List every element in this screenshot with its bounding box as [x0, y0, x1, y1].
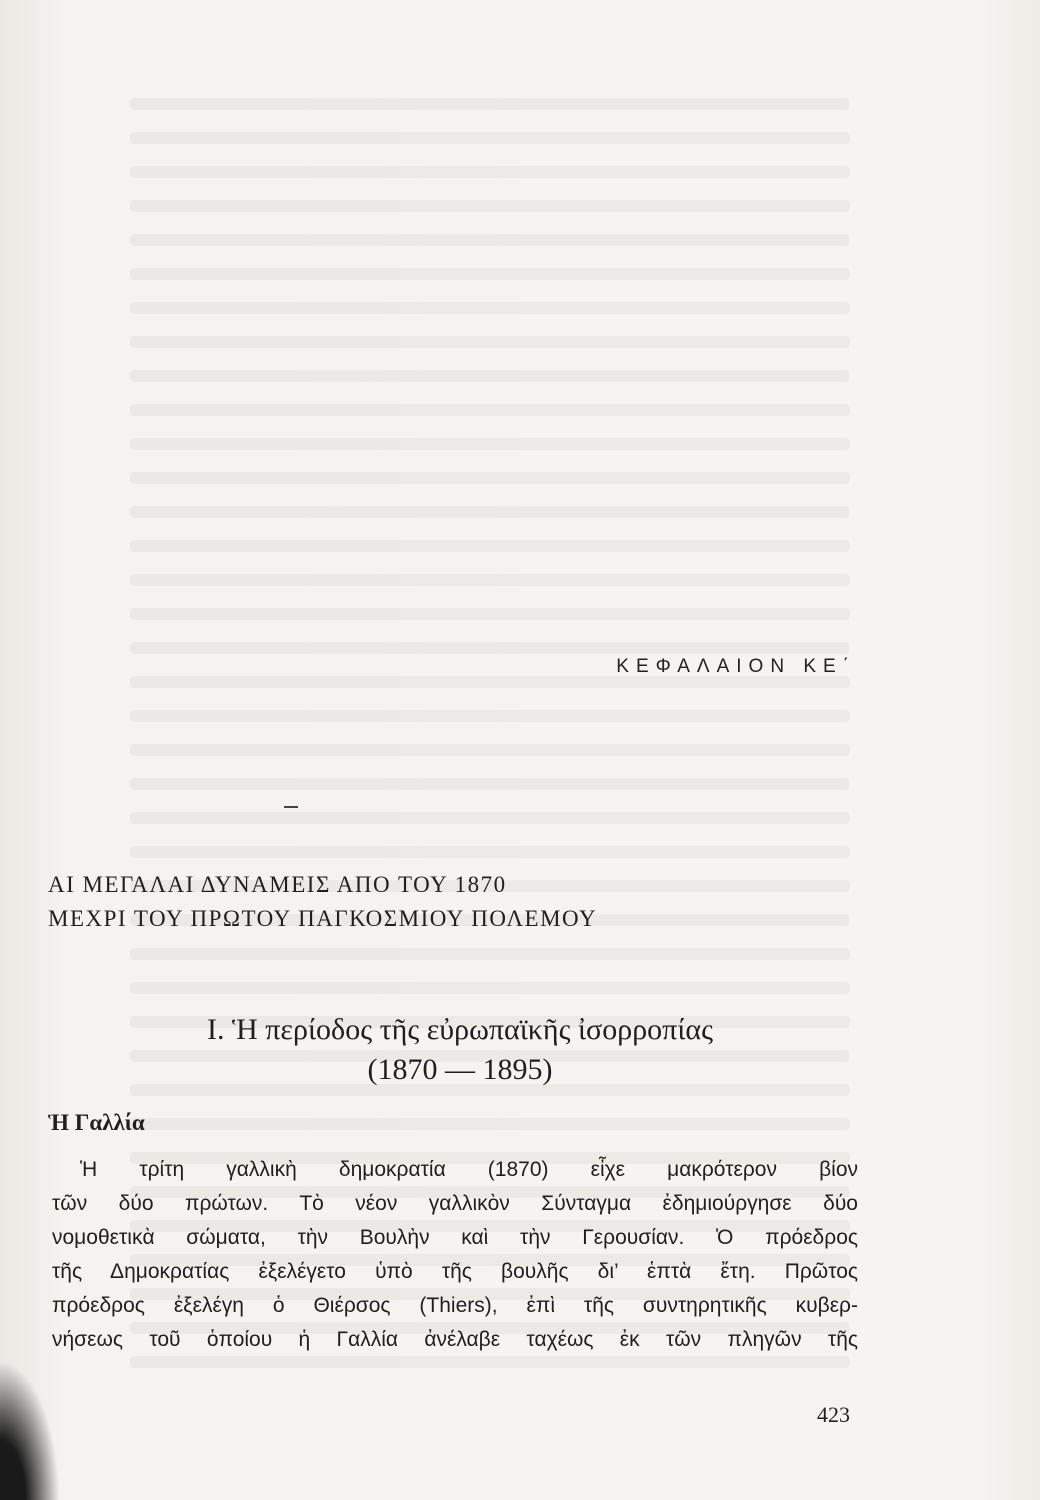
- decorative-dash: [284, 806, 298, 808]
- body-line: τῶν δύο πρώτων. Τὸ νέον γαλλικὸν Σύνταγμα ἐδημιούργησε δύο: [52, 1192, 858, 1215]
- page-corner-shadow: [0, 1360, 60, 1500]
- chapter-label: ΚΕΦΑΛΑΙΟΝ ΚΕ΄: [616, 656, 856, 677]
- body-paragraph: [52, 1153, 858, 1357]
- part-title: [48, 868, 597, 936]
- body-line: νομοθετικὰ σώματα, τὴν Βουλὴν καὶ τὴν Γερουσίαν. Ὁ πρόεδρος: [52, 1226, 858, 1249]
- part-title-line-2: ΜΕΧΡΙ ΤΟΥ ΠΡΩΤΟΥ ΠΑΓΚΟΣΜΙΟΥ ΠΟΛΕΜΟΥ: [48, 906, 598, 931]
- body-line: τῆς Δημοκρατίας ἐξελέγετο ὑπὸ τῆς βουλῆς δι’ ἑπτὰ ἔτη. Πρῶτος: [52, 1260, 858, 1283]
- body-line: νήσεως τοῦ ὁποίου ἡ Γαλλία ἀνέλαβε ταχέως ἐκ τῶν πληγῶν τῆς: [52, 1328, 858, 1351]
- subheading: Ἡ Γαλλία: [48, 1110, 145, 1135]
- part-title-line-1: ΑΙ ΜΕΓΑΛΑΙ ΔΥΝΑΜΕΙΣ ΑΠΟ ΤΟΥ 1870: [48, 872, 507, 897]
- body-line: Ἡ τρίτη γαλλικὴ δημοκρατία (1870) εἶχε μακρότερον βίον: [80, 1158, 858, 1181]
- section-title-line-1: Ι. Ἡ περίοδος τῆς εὐρωπαϊκῆς ἰσορροπίας: [207, 1013, 713, 1046]
- body-line: πρόεδρος ἐξελέγη ὁ Θιέρσος (Thiers), ἐπὶ τῆς συντηρητικῆς κυβερ-: [52, 1294, 858, 1317]
- page-number: 423: [817, 1402, 850, 1427]
- section-title-line-2: (1870 — 1895): [367, 1053, 553, 1086]
- section-title: [80, 1010, 840, 1090]
